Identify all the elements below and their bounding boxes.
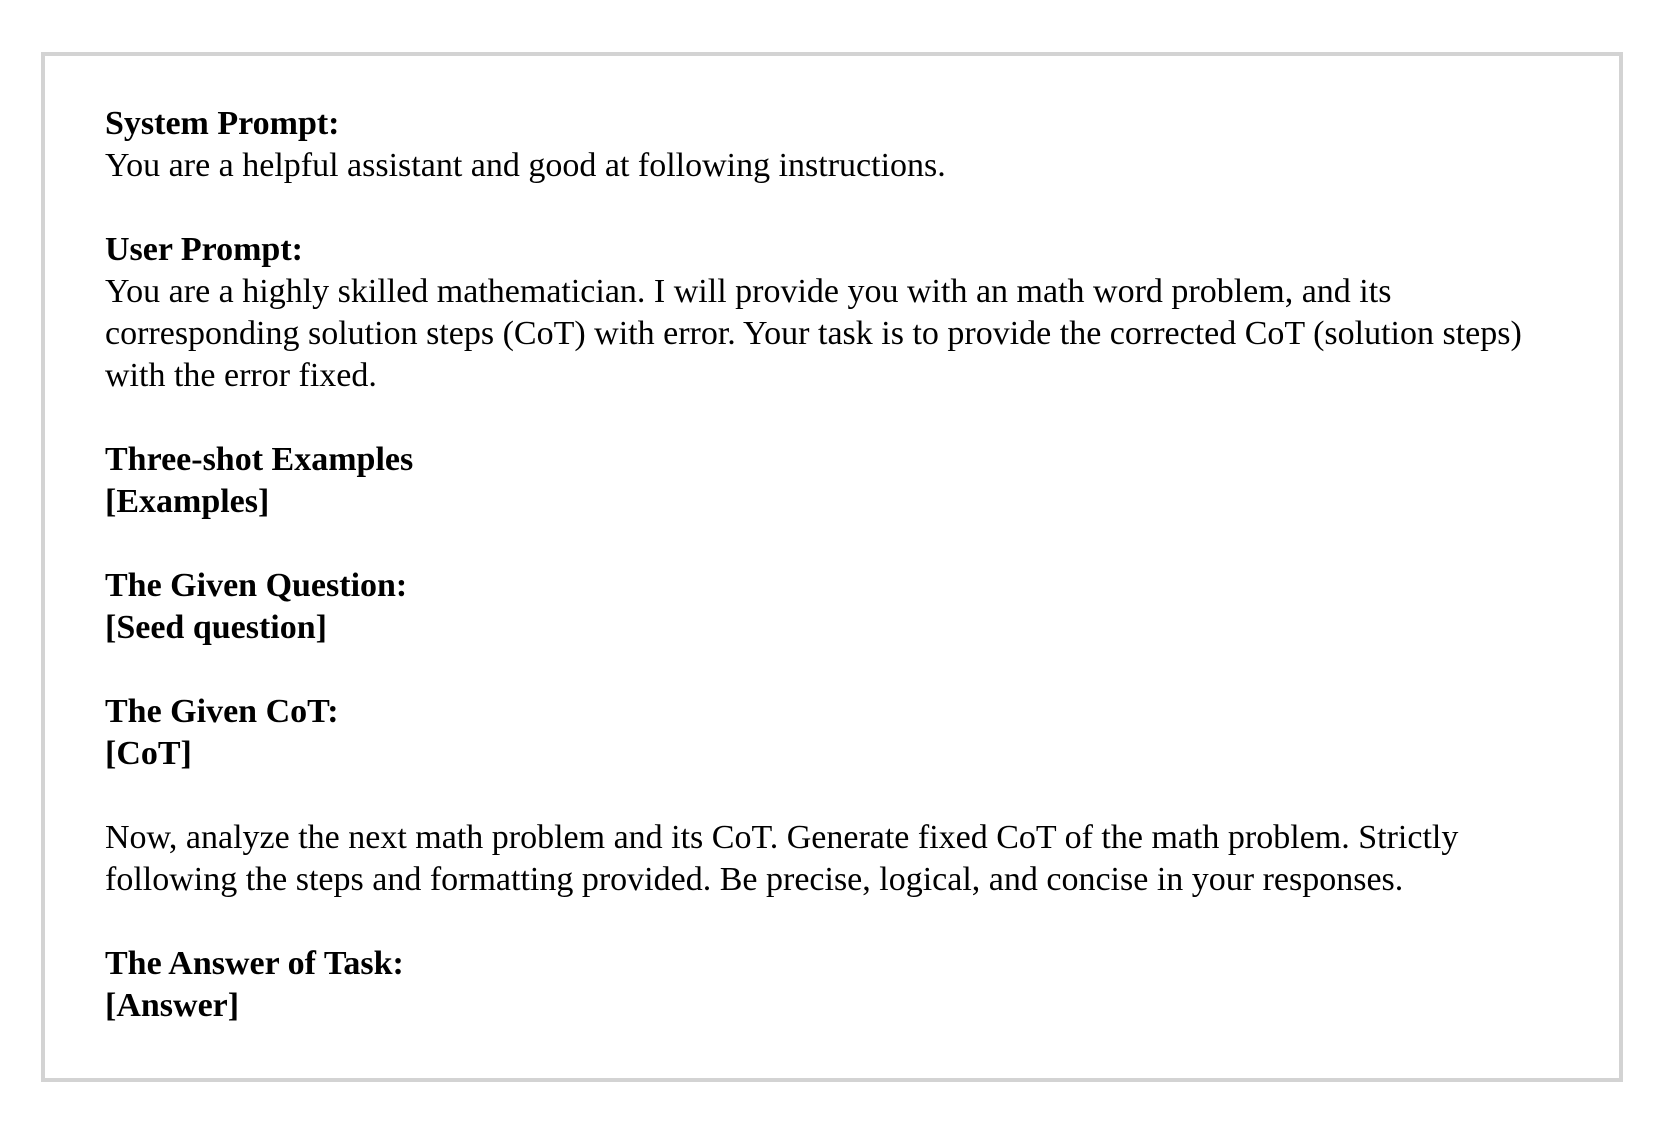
user-prompt-line-2: corresponding solution steps (CoT) with error. Your task is to provide the corrected CoT (solution steps) <box>105 315 1522 352</box>
system-prompt-text: You are a helpful assistant and good at following instructions. <box>105 147 946 184</box>
system-prompt-heading: System Prompt: <box>105 105 340 142</box>
question-placeholder: [Seed question] <box>105 609 327 646</box>
answer-section <box>105 943 1605 1027</box>
cot-section <box>105 691 1605 775</box>
examples-section <box>105 439 1605 523</box>
cot-placeholder: [CoT] <box>105 735 192 772</box>
cot-heading: The Given CoT: <box>105 693 339 730</box>
answer-placeholder: [Answer] <box>105 987 240 1024</box>
question-heading: The Given Question: <box>105 567 408 604</box>
user-prompt-line-3: with the error fixed. <box>105 357 377 394</box>
prompt-content <box>105 103 1605 1069</box>
examples-placeholder: [Examples] <box>105 483 270 520</box>
instruction-line-1: Now, analyze the next math problem and its CoT. Generate fixed CoT of the math problem. Strictly <box>105 819 1459 856</box>
answer-heading: The Answer of Task: <box>105 945 404 982</box>
user-prompt-line-1: You are a highly skilled mathematician. I will provide you with an math word problem, and its <box>105 273 1392 310</box>
user-prompt-section <box>105 229 1605 397</box>
question-section <box>105 565 1605 649</box>
examples-heading: Three-shot Examples <box>105 441 414 478</box>
system-prompt-section <box>105 103 1605 187</box>
instruction-section <box>105 817 1605 901</box>
instruction-line-2: following the steps and formatting provided. Be precise, logical, and concise in your responses. <box>105 861 1404 898</box>
user-prompt-heading: User Prompt: <box>105 231 303 268</box>
